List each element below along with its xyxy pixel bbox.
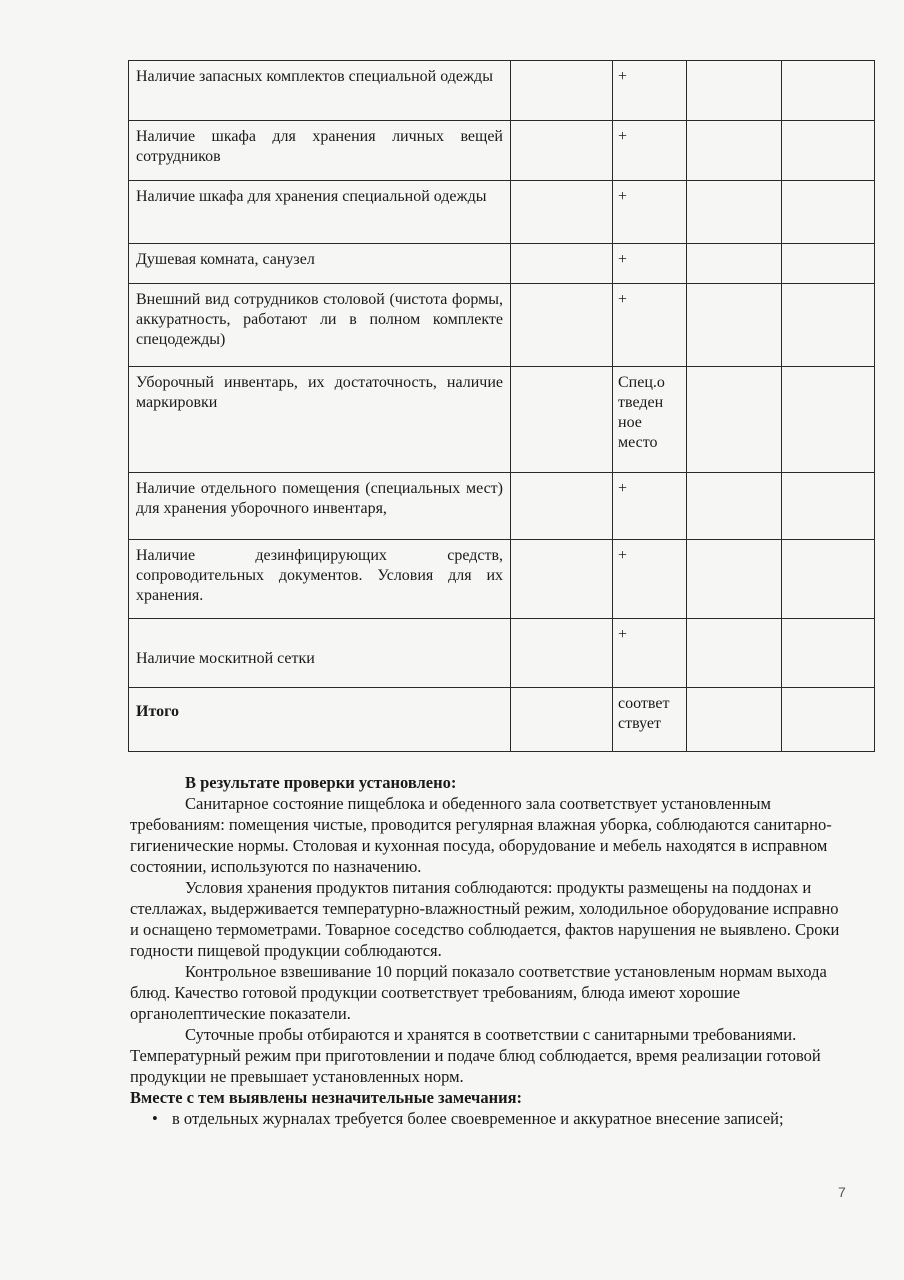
table-row [129, 121, 875, 181]
empty-cell [511, 619, 613, 688]
table-row [129, 61, 875, 121]
criterion-cell: Наличие запасных комплектов специальной одежды [129, 61, 511, 121]
result-cell: + [613, 61, 687, 121]
empty-cell [687, 61, 782, 121]
empty-cell [687, 284, 782, 367]
table-row [129, 688, 875, 752]
inspection-findings [130, 772, 842, 1129]
table-row [129, 367, 875, 473]
criterion-cell: Наличие дезинфицирующих средств, сопроводительных документов. Условия для их хранения. [129, 540, 511, 619]
result-cell: + [613, 284, 687, 367]
empty-cell [511, 367, 613, 473]
table-row [129, 540, 875, 619]
empty-cell [687, 619, 782, 688]
result-cell: + [613, 540, 687, 619]
table-row [129, 244, 875, 284]
table-row [129, 181, 875, 244]
findings-paragraph: Суточные пробы отбираются и хранятся в соответствии с санитарными требованиями. Температурный режим при приготовлении и подаче блюд соблюдается, время реализации готовой продукции не превышает установленных норм. [130, 1025, 821, 1086]
empty-cell [782, 121, 875, 181]
criterion-cell: Внешний вид сотрудников столовой (чистота формы, аккуратность, работают ли в полном комплекте спецодежды) [129, 284, 511, 367]
result-cell: + [613, 619, 687, 688]
empty-cell [511, 540, 613, 619]
empty-cell [782, 473, 875, 540]
criterion-cell: Душевая комната, санузел [129, 244, 511, 284]
findings-heading: В результате проверки установлено: [185, 773, 457, 792]
empty-cell [782, 244, 875, 284]
empty-cell [687, 121, 782, 181]
empty-cell [511, 244, 613, 284]
criterion-cell: Наличие шкафа для хранения специальной одежды [129, 181, 511, 244]
empty-cell [782, 181, 875, 244]
empty-cell [687, 540, 782, 619]
empty-cell [687, 244, 782, 284]
list-item [152, 1108, 842, 1129]
empty-cell [782, 284, 875, 367]
empty-cell [687, 473, 782, 540]
remark-text: в отдельных журналах требуется более своевременное и аккуратное внесение записей; [172, 1109, 784, 1128]
findings-paragraph: Условия хранения продуктов питания соблюдаются: продукты размещены на поддонах и стеллажах, выдерживается температурно-влажностный режим, холодильное оборудование исправно и оснащено термометрами. Товарное соседство соблюдается, фактов нарушения не выявлено. Сроки годности пищевой продукции соблюдаются. [130, 878, 840, 960]
findings-paragraph: Санитарное состояние пищеблока и обеденного зала соответствует установленным требованиям: помещения чистые, проводится регулярная влажная уборка, соблюдаются санитарно-гигиенические нормы. Столовая и кухонная посуда, оборудование и мебель находятся в исправном состоянии, используются по назначению. [130, 794, 832, 876]
criterion-cell: Наличие москитной сетки [129, 619, 511, 688]
page-number: 7 [838, 1184, 846, 1200]
criterion-cell: Наличие отдельного помещения (специальных мест) для хранения уборочного инвентаря, [129, 473, 511, 540]
empty-cell [511, 473, 613, 540]
result-cell: + [613, 244, 687, 284]
empty-cell [782, 619, 875, 688]
findings-paragraph: Контрольное взвешивание 10 порций показало соответствие установленым нормам выхода блюд. Качество готовой продукции соответствует требованиям, блюда имеют хорошие органолептические показатели. [130, 962, 827, 1023]
remarks-heading: Вместе с тем выявлены незначительные замечания: [130, 1088, 523, 1107]
result-cell: Спец.о тведен ное место [613, 367, 687, 473]
remarks-list [130, 1108, 842, 1129]
empty-cell [687, 688, 782, 752]
total-label-cell: Итого [129, 688, 511, 752]
empty-cell [782, 540, 875, 619]
result-cell: соответ ствует [613, 688, 687, 752]
empty-cell [687, 181, 782, 244]
bullet-icon: • [152, 1109, 158, 1128]
empty-cell [511, 121, 613, 181]
empty-cell [782, 367, 875, 473]
result-cell: + [613, 121, 687, 181]
empty-cell [511, 61, 613, 121]
result-cell: + [613, 181, 687, 244]
criterion-cell: Наличие шкафа для хранения личных вещей сотрудников [129, 121, 511, 181]
empty-cell [511, 181, 613, 244]
empty-cell [687, 367, 782, 473]
result-cell: + [613, 473, 687, 540]
table-row [129, 473, 875, 540]
criterion-cell: Уборочный инвентарь, их достаточность, наличие маркировки [129, 367, 511, 473]
empty-cell [511, 688, 613, 752]
empty-cell [782, 61, 875, 121]
empty-cell [511, 284, 613, 367]
inspection-table [128, 60, 875, 752]
table-row [129, 619, 875, 688]
table-row [129, 284, 875, 367]
empty-cell [782, 688, 875, 752]
